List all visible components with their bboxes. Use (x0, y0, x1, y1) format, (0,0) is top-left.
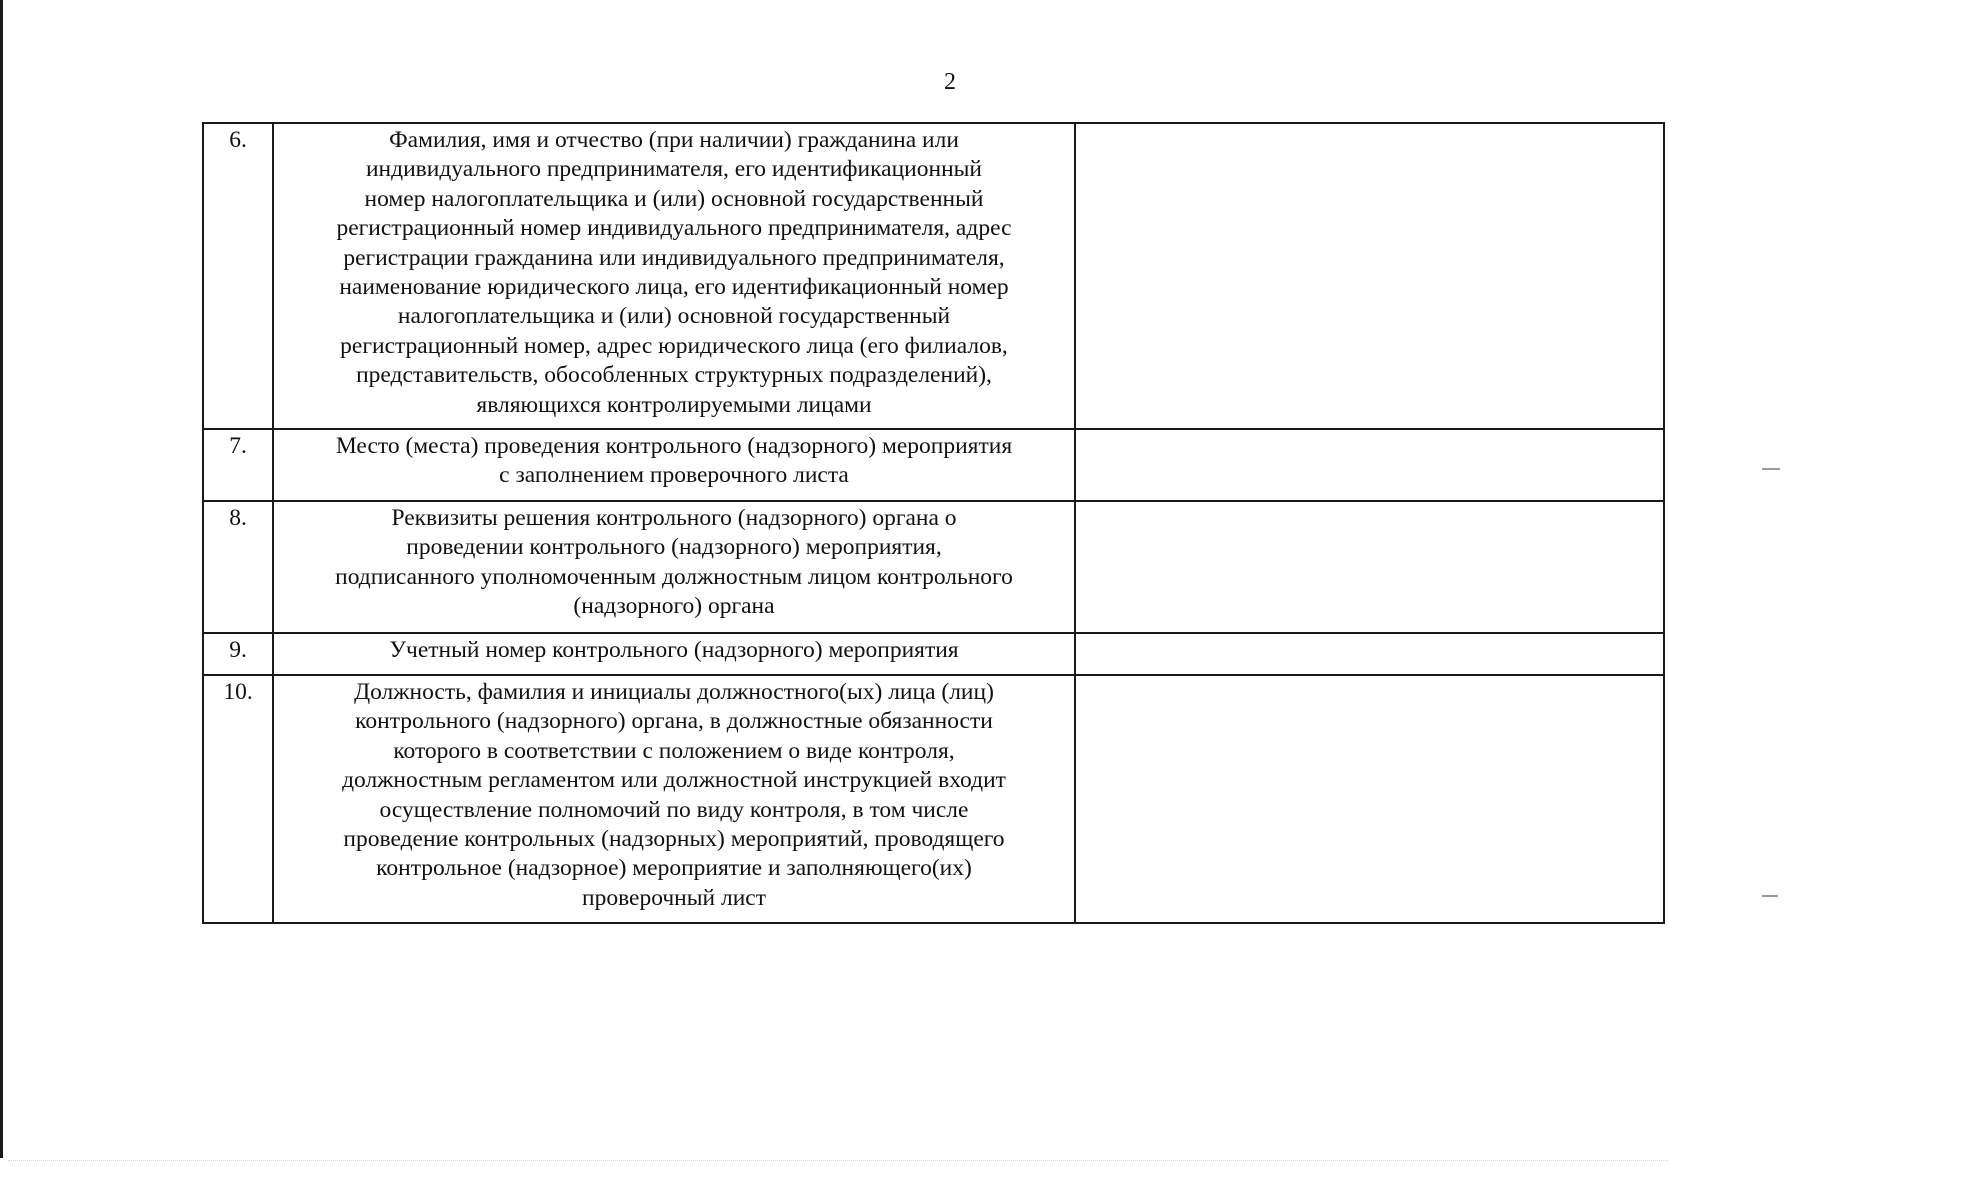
description-line: контрольного (надзорного) органа, в должностные обязанности (355, 708, 993, 735)
description-line: Место (места) проведения контрольного (надзорного) мероприятия (335, 433, 1013, 459)
description-line: регистрационный номер, адрес юридического лица (его филиалов, (340, 332, 1008, 359)
row-description (273, 501, 1075, 633)
row-description (273, 123, 1075, 429)
row-number: 8. (203, 501, 273, 633)
description-line: Должность, фамилия и инициалы должностного(ых) лица (лиц) (354, 679, 994, 705)
description-line: регистрации гражданина или индивидуального предпринимателя, (343, 244, 1005, 271)
table-row (203, 123, 1664, 429)
table-row (203, 633, 1664, 675)
description-line: регистрационный номер индивидуального предпринимателя, адрес (336, 215, 1012, 242)
description-line: Реквизиты решения контрольного (надзорного) органа о (391, 505, 957, 531)
description-line: индивидуального предпринимателя, его идентификационный (365, 156, 983, 183)
description-line: Учетный номер контрольного (надзорного) мероприятия (389, 637, 959, 663)
row-number: 10. (203, 675, 273, 923)
description-line: являющихся контролируемыми лицами (476, 391, 872, 418)
row-description (273, 633, 1075, 675)
row-value-cell[interactable] (1075, 501, 1664, 633)
description-line: должностным регламентом или должностной инструкцией входит (342, 767, 1006, 794)
margin-mark (1762, 895, 1778, 897)
description-line: с заполнением проверочного листа (499, 462, 849, 489)
row-value-cell[interactable] (1075, 675, 1664, 923)
row-description (273, 675, 1075, 923)
checklist-info-table (202, 122, 1665, 924)
row-number: 7. (203, 429, 273, 501)
table-row (203, 429, 1664, 501)
page-number: 2 (944, 69, 956, 95)
margin-mark (1762, 468, 1780, 470)
description-line: представительств, обособленных структурных подразделений), (356, 362, 992, 389)
description-line: контрольное (надзорное) мероприятие и заполняющего(их) (376, 855, 972, 882)
row-number: 9. (203, 633, 273, 675)
scan-noise-line (8, 1160, 1668, 1162)
table-row (203, 675, 1664, 923)
row-value-cell[interactable] (1075, 123, 1664, 429)
description-line: Фамилия, имя и отчество (при наличии) гражданина или (389, 127, 959, 153)
description-line: проверочный лист (582, 884, 766, 911)
description-line: налогоплательщика и (или) основной государственный (397, 303, 951, 330)
row-value-cell[interactable] (1075, 429, 1664, 501)
description-line: подписанного уполномоченным должностным лицом контрольного (335, 563, 1013, 590)
row-number: 6. (203, 123, 273, 429)
description-line: которого в соответствии с положением о виде контроля, (393, 737, 955, 764)
description-line: проведение контрольных (надзорных) мероприятий, проводящего (343, 826, 1005, 853)
description-line: наименование юридического лица, его идентификационный номер (339, 274, 1009, 301)
description-line: проведении контрольного (надзорного) мероприятия, (406, 534, 942, 561)
description-line: номер налогоплательщика и (или) основной государственный (364, 185, 984, 212)
scan-left-edge (0, 0, 3, 1158)
row-value-cell[interactable] (1075, 633, 1664, 675)
description-line: (надзорного) органа (573, 593, 775, 620)
table-row (203, 501, 1664, 633)
row-description (273, 429, 1075, 501)
description-line: осуществление полномочий по виду контроля, в том числе (379, 796, 969, 823)
